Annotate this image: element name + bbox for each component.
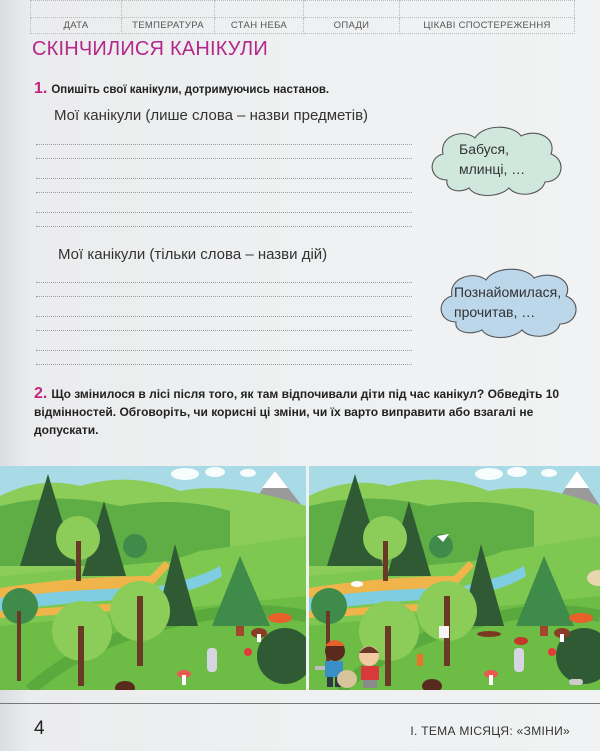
task-number: 2. [34, 385, 48, 402]
section-running-title: І. ТЕМА МІСЯЦЯ: «ЗМІНИ» [410, 724, 570, 738]
column-header-precipitation: ОПАДИ [304, 18, 400, 34]
task-text: Що змінилося в лісі після того, як там відпочивали діти під час канікул? Обведіть 10 відмінностей. Обговоріть, чи корисні ці зміни, чи їх варто виправити або взагалі не допускати. [34, 387, 560, 437]
task2-instruction [34, 385, 574, 439]
table-cell[interactable] [400, 1, 575, 18]
column-header-observations: ЦІКАВІ СПОСТЕРЕЖЕННЯ [400, 18, 575, 34]
task1-instruction [34, 80, 329, 98]
table-cell[interactable] [215, 1, 304, 18]
answer-line[interactable] [36, 331, 412, 351]
footer-divider [0, 703, 600, 704]
answer-line[interactable] [36, 317, 412, 331]
answer-lines-nouns[interactable] [36, 131, 412, 227]
forest-scene-before [0, 466, 306, 690]
answer-line[interactable] [36, 213, 412, 227]
hint-cloud-verbs [434, 266, 584, 340]
answer-line[interactable] [36, 179, 412, 193]
table-cell[interactable] [122, 1, 215, 18]
answer-line[interactable] [36, 193, 412, 213]
answer-line[interactable] [36, 145, 412, 159]
answer-line[interactable] [36, 269, 412, 283]
column-header-date: ДАТА [31, 18, 122, 34]
page-number: 4 [34, 718, 45, 739]
answer-line[interactable] [36, 297, 412, 317]
answer-line[interactable] [36, 351, 412, 365]
hint-text: Познайомилася, [454, 284, 562, 300]
answer-lines-verbs[interactable] [36, 269, 412, 365]
hint-text: млинці, … [459, 161, 526, 177]
section-title: СКІНЧИЛИСЯ КАНІКУЛИ [32, 38, 268, 60]
column-header-temperature: ТЕМПЕРАТУРА [122, 18, 215, 34]
forest-scene-after [309, 466, 600, 690]
illustration-forest-before[interactable] [0, 466, 306, 690]
hint-cloud-nouns [425, 122, 567, 198]
task-number: 1. [34, 80, 48, 97]
answer-line[interactable] [36, 283, 412, 297]
answer-line[interactable] [36, 159, 412, 179]
hint-text: Бабуся, [459, 141, 509, 157]
table-cell[interactable] [304, 1, 400, 18]
answer-line[interactable] [36, 131, 412, 145]
illustration-forest-after[interactable] [309, 466, 600, 690]
table-cell[interactable] [31, 1, 122, 18]
part-b-label: Мої канікули (тільки слова – назви дій) [58, 246, 328, 263]
task-text: Опишіть свої канікули, дотримуючись настанов. [51, 84, 330, 96]
part-a-label: Мої канікули (лише слова – назви предметів) [54, 107, 369, 124]
weather-table [30, 0, 575, 34]
hint-text: прочитав, … [454, 304, 536, 320]
column-header-sky: СТАН НЕБА [215, 18, 304, 34]
